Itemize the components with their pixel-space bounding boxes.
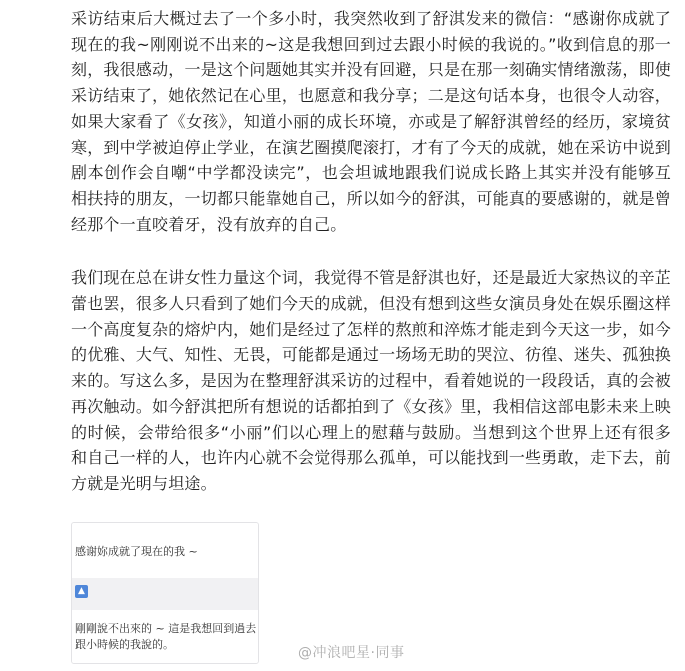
upload-arrow-icon: ▲ <box>75 585 88 598</box>
wechat-message-screenshot <box>71 522 259 664</box>
weibo-watermark: @冲浪吧星·同事 <box>298 645 405 661</box>
article-body <box>71 6 671 497</box>
article-paragraph-2: 我们现在总在讲女性力量这个词，我觉得不管是舒淇也好，还是最近大家热议的辛芷蕾也罢，很多人只看到了她们今天的成就，但没有想到这些女演员身处在娱乐圈这样一个高度复杂的熔炉内，她们是经过了怎样的熬煎和淬炼才能走到今天这一步，如今的优雅、大气、知性、无畏，可能都是通过一场场无助的哭泣、彷徨、迷失、孤独换来的。写这么多，是因为在整理舒淇采访的过程中，看着她说的一段段话，真的会被再次触动。如今舒淇把所有想说的话都拍到了《女孩》里，我相信这部电影未来上映的时候，会带给很多“小丽”们以心理上的慰藉与鼓励。当想到这个世界上还有很多和自己一样的人，也许内心就不会觉得那么孤单，可以能找到一些勇敢，走下去，前方就是光明与坦途。 <box>71 268 671 493</box>
chat-message-1: 感谢妳成就了現在的我 ~ <box>75 545 198 558</box>
article-paragraph-1: 采访结束后大概过去了一个多小时，我突然收到了舒淇发来的微信：“感谢你成就了现在的我~刚刚说不出来的~这是我想回到过去跟小时候的我说的。”收到信息的那一刻，我很感动，一是这个问题她其实并没有回避，只是在那一刻确实情绪激荡，即使采访结束了，她依然记在心里，也愿意和我分享；二是这句话本身，也很令人动容，如果大家看了《女孩》，知道小丽的成长环境，亦或是了解舒淇曾经的经历，家境贫寒，到中学被迫停止学业，在演艺圈摸爬滚打，才有了今天的成就，她在采访中说到剧本创作会自嘲“中学都没读完”，也会坦诚地跟我们说成长路上其实并没有能够互相扶持的朋友，一切都只能靠她自己，所以如今的舒淇，可能真的要感谢的，就是曾经那个一直咬着牙，没有放弃的自己。 <box>71 9 671 234</box>
chat-message-2: 剛剛說不出來的 ~ 這是我想回到過去跟小時候的我說的。 <box>75 622 257 651</box>
message-bubble-bottom <box>72 610 258 663</box>
message-bubble-top <box>72 523 258 578</box>
